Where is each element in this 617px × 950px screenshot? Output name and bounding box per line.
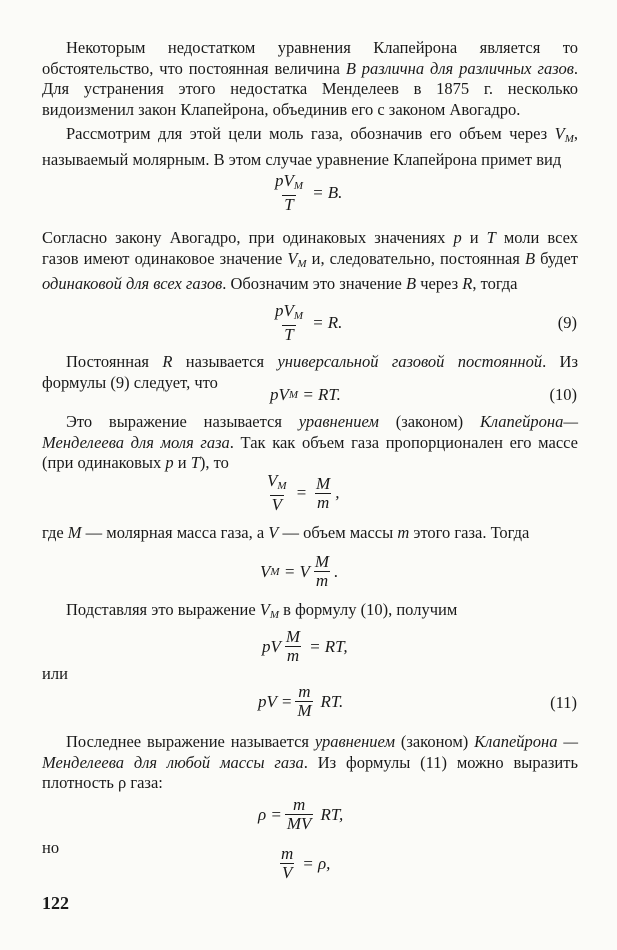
subscript: M [269,609,280,621]
text: Подставляя это выражение [66,600,260,619]
text: — объем массы [278,523,398,542]
text: Согласно закону Авогадро, при одинаковых значениях [42,228,454,247]
equation-rhs: = RT. [298,385,341,404]
subscript: M [270,565,280,578]
equation-9 [276,845,330,882]
equation-rhs: = B. [312,183,343,202]
var-p: p [165,453,174,472]
text: . Так как объем газа пропорционален его массе (при одинаковых [42,432,578,472]
denominator: T [284,195,294,214]
text: Постоянная [66,352,163,371]
text: где [42,523,68,542]
text: . Обозначим это значение [222,274,406,293]
equation-5 [260,553,338,590]
subscript: M [297,257,307,270]
fraction [265,472,289,514]
paragraph-2 [42,124,578,170]
var-t: T [486,228,496,247]
equation-rhs: = RT, [309,636,348,656]
emphasis: уравнением [298,412,379,431]
denominator: m [315,571,329,590]
comma: , [335,483,340,502]
period: . [334,561,339,581]
subscript: M [288,389,299,401]
text: , называемый молярным. В этом случае уравнение Клапейрона примет вид [42,124,578,169]
paragraph-5 [42,412,578,474]
text: . Из формулы (11) можно выразить плотность ρ газа: [42,752,578,792]
var-v: V [554,124,565,143]
fraction [295,683,313,720]
text: Рассмотрим для этой цели моль газа, обозначив его объем через [66,124,555,143]
equation-2 [270,302,342,344]
paragraph-8 [42,732,578,794]
text: . Из формулы (9) следует, что [42,352,578,392]
numerator: V [267,471,278,490]
word-ili: или [42,664,68,683]
paragraph-6 [42,523,578,544]
text: этого газа. Тогда [409,523,530,542]
subscript: M [564,133,574,145]
emphasis: уравнением [314,732,395,751]
fraction [279,845,295,882]
var-b: B [405,274,417,293]
equation-rhs: = ρ, [302,853,331,873]
var-v: V [287,248,298,268]
text: . Для устранения этого недостатка Менделеев в 1875 г. несколько видоизменил закон Клапейрона, объединив его с законом Авогадро. [42,58,578,119]
emphasis: B различна для различных газов [345,58,574,78]
text: в формулу (10), получим [279,600,458,619]
equation-6 [262,628,348,665]
emphasis: универсальной газовой постоянной [277,352,543,371]
fraction [273,302,305,344]
equals-sign: = [295,483,308,502]
text: и [173,453,191,472]
text: = V [279,561,310,581]
denominator: m [286,646,300,665]
var-p: p [453,228,462,247]
var-m: M [67,523,82,542]
equation-lhs: V [260,561,271,581]
fraction [273,172,305,214]
page-number: 122 [42,893,69,913]
emphasis: одинаковой для всех газов [42,274,223,293]
equation-number-11: (11) [550,693,577,712]
equation-3 [270,385,341,405]
denominator: T [284,325,294,344]
equation-lhs: ρ = [258,804,282,824]
numerator: M [314,552,330,571]
paragraph-3 [42,228,578,295]
text: Это выражение называется [66,412,299,431]
equation-number-10: (10) [549,385,577,404]
denominator: V [271,495,282,514]
text: (законом) [378,412,480,431]
numerator: M [316,473,331,493]
word-no: но [42,838,60,857]
text: через [416,274,463,293]
subscript: M [293,310,304,322]
equation-number-9: (9) [557,313,577,332]
text: (законом) [395,732,475,751]
text: и, следовательно, постоянная [306,248,525,268]
equation-lhs: pV [262,636,281,656]
var-r: R [462,274,473,293]
denominator: V [281,863,293,882]
denominator: MV [286,814,312,833]
subscript: M [277,480,287,492]
text: и [461,228,487,247]
var-m-small: m [397,523,410,542]
equation-4 [262,472,339,514]
text: моли всех газов имеют одинаковое значение [42,228,578,268]
text: , тогда [472,274,518,293]
denominator: M [297,701,312,720]
subscript: M [293,180,304,192]
equation-rhs: RT. [320,691,344,711]
fraction [284,628,302,665]
equation-7 [258,683,343,720]
numerator: m [293,795,306,814]
text: Последнее выражение называется [66,732,315,751]
text: — молярная масса газа, а [81,523,269,542]
numerator: M [285,627,301,646]
denominator: m [316,492,330,512]
numerator: pV [275,171,294,190]
paragraph-7 [42,600,578,626]
equation-8 [258,796,343,833]
text: называется [172,352,278,371]
equation-1 [270,172,342,214]
numerator: m [298,682,311,701]
equation-rhs: = R. [312,313,343,332]
var-b: B [524,248,536,268]
var-v: V [259,600,270,619]
numerator: m [281,844,294,863]
text: ), то [199,453,229,472]
text: будет [535,248,578,268]
fraction [313,553,331,590]
var-r: R [162,352,173,371]
equation-lhs: pV [270,385,289,404]
fraction [285,796,314,833]
var-v: V [268,523,279,542]
fraction [314,475,332,512]
var-t: T [190,453,200,472]
emphasis: Клапейрона — Менделеева для любой массы газа [42,732,578,772]
numerator: pV [275,301,294,320]
equation-lhs: pV = [258,691,293,711]
emphasis: Клапейрона—Менделеева для моля газа [42,412,578,452]
paragraph-1 [42,38,578,120]
equation-rhs: RT, [320,804,344,824]
text: Некоторым недостатком уравнения Клапейрона является то обстоятельство, что постоянная величина [42,38,578,78]
